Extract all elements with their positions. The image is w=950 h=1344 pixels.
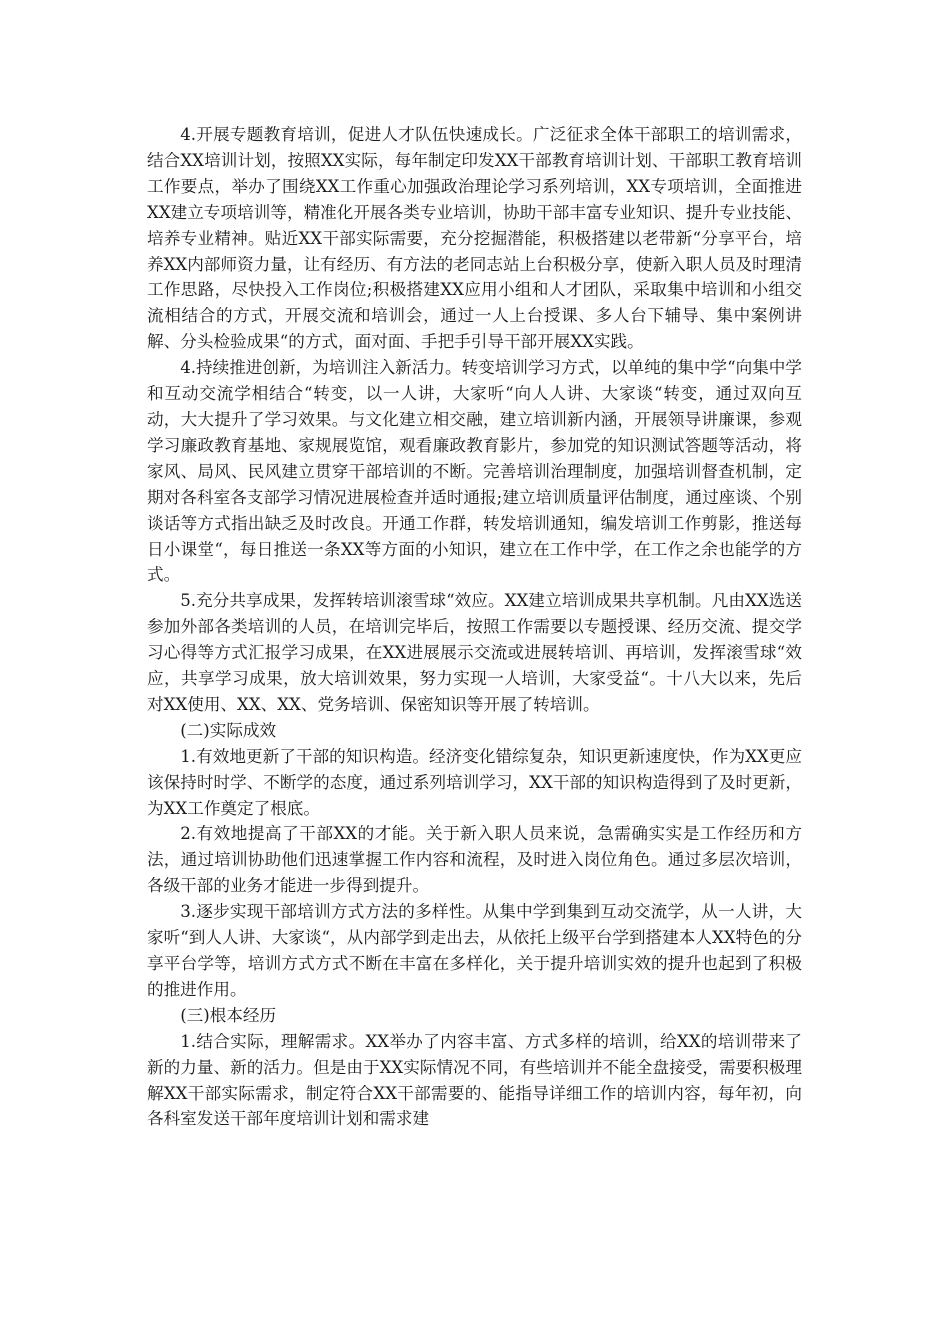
section-heading-experience: (三)根本经历 — [180, 1005, 277, 1025]
paragraph-sharing-results: 5.充分共享成果，发挥转培训滚雪球“效应。XX建立培训成果共享机制。凡由XX选送参加外部各类培训的人员，在培训完毕后，按照工作需要以专题授课、经历交流、提交学习心得等方式汇报学习成果，在XX进展展示交流或进展转培训、再培训，发挥滚雪球“效应，共享学习成果，放大培训效果，努力实现一人培训，大家受益“。十八大以来，先后对XX使用、XX、XX、党务培训、保密知识等开展了转培训。 — [147, 591, 802, 714]
section-heading-results: (二)实际成效 — [180, 720, 277, 740]
paragraph-method-diversity: 3.逐步实现干部培训方式方法的多样性。从集中学到集到互动交流学，从一人讲，大家听“到人人讲、大家谈“，从内部学到走出去，从依托上级平台学到搭建本人XX特色的分享平台学等，培训方式方式不断在丰富在多样化，关于提升培训实效的提升也起到了积极的推进作用。 — [147, 902, 802, 999]
paragraph-knowledge-update: 1.有效地更新了干部的知识构造。经济变化错综复杂，知识更新速度快，作为XX更应该保持时时学、不断学的态度，通过系列培训学习，XX干部的知识构造得到了及时更新，为XX工作奠定了根底。 — [147, 746, 802, 818]
paragraph-innovation: 4.持续推进创新，为培训注入新活力。转变培训学习方式，以单纯的集中学“向集中学和互动交流学相结合“转变，以一人讲，大家听“向人人讲、大家谈“转变，通过双向互动，大大提升了学习效果。与文化建立相交融，建立培训新内涵，开展领导讲廉课，参观学习廉政教育基地、家规展览馆，观看廉政教育影片，参加党的知识测试答题等活动，将家风、局风、民风建立贯穿干部培训的不断。完善培训治理制度，加强培训督查机制，定期对各科室各支部学习情况进展检查并适时通报;建立培训质量评估制度，通过座谈、个别谈话等方式指出缺乏及时改良。开通工作群，转发培训通知，编发培训工作剪影，推送每日小课堂“，每日推送一条XX等方面的小知识，建立在工作中学，在工作之余也能学的方式。 — [147, 358, 802, 585]
paragraph-understand-needs: 1.结合实际，理解需求。XX举办了内容丰富、方式多样的培训，给XX的培训带来了新的力量、新的活力。但是由于XX实际情况不同，有些培训并不能全盘接受，需要积极理解XX干部实际需求，制定符合XX干部需要的、能指导详细工作的培训内容，每年初，向各科室发送干部年度培训计划和需求建 — [147, 1031, 802, 1129]
paragraph-ability-improvement: 2.有效地提高了干部XX的才能。关于新入职人员来说，急需确实实是工作经历和方法，通过培训协助他们迅速掌握工作内容和流程，及时进入岗位角色。通过多层次培训，各级干部的业务才能进一步得到提升。 — [147, 824, 802, 896]
paragraph-training-education: 4.开展专题教育培训，促进人才队伍快速成长。广泛征求全体干部职工的培训需求，结合XX培训计划，按照XX实际，每年制定印发XX干部教育培训计划、干部职工教育培训工作要点，举办了围绕XX工作重心加强政治理论学习系列培训，XX专项培训，全面推进XX建立专项培训等，精准化开展各类专业培训，协助干部丰富专业知识、提升专业技能、培养专业精神。贴近XX干部实际需要，充分挖掘潜能，积极搭建以老带新“分享平台，培养XX内部师资力量，让有经历、有方法的老同志站上台积极分享，使新入职人员及时理清工作思路，尽快投入工作岗位;积极搭建XX应用小组和人才团队，采取集中培训和小组交流相结合的方式，开展交流和培训会，通过一人上台授课、多人台下辅导、集中案例讲解、分头检验成果“的方式，面对面、手把手引导干部开展XX实践。 — [147, 125, 802, 352]
document-page — [147, 122, 802, 1132]
